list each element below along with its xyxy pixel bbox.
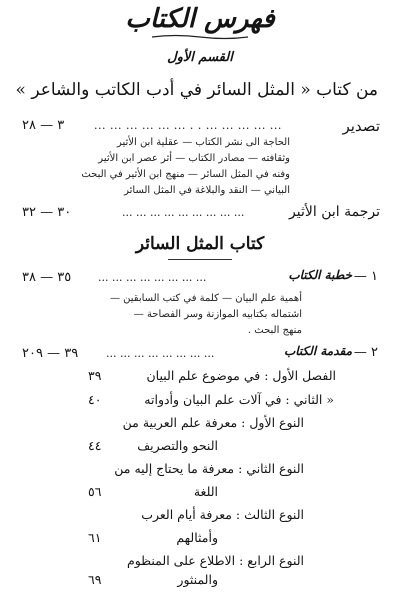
title-flourish-ornament [150, 34, 250, 40]
toc-line: اللغة [193, 484, 218, 499]
toc-page: ٤٠ [88, 392, 102, 407]
toc-line: النوع الثاني : معرفة ما يحتاج إليه من [114, 461, 304, 476]
entry-pages: ٣٩ — ٢٠٩ [22, 346, 79, 361]
intro-pages: ٣ — ٢٨ [22, 118, 65, 133]
toc-line: والمنثور [177, 572, 218, 587]
entry-title: خطبة الكتاب [288, 268, 352, 282]
section-heading: القسم الأول [167, 50, 233, 65]
toc-line: وأمثالهم [176, 530, 218, 545]
toc-line: النوع الأول : معرفة علم العربية من [122, 415, 304, 430]
book-line: من كتاب « المثل السائر في أدب الكاتب والشاعر » [15, 80, 378, 100]
intro-sub-line: الحاجة الى نشر الكتاب — عقلية ابن الأثير [116, 137, 290, 148]
intro-sub-line: وثقافته — مصادر الكتاب — أثر عصر ابن الأثير [98, 153, 290, 164]
toc-page: ٣٩ [88, 368, 102, 383]
toc-line: النوع الرابع : الاطلاع على المنظوم [126, 553, 304, 568]
biography-leader: ... ... ... ... ... ... ... ... ... [122, 206, 245, 219]
biography-pages: ٣٠ — ٣٢ [22, 205, 72, 220]
entry-number: ١ — [353, 269, 378, 284]
entry-number: ٢ — [353, 345, 378, 360]
book-title-rule [168, 259, 232, 260]
toc-line: النحو والتصريف [137, 438, 218, 453]
toc-page: ٤٤ [88, 438, 102, 453]
intro-leader: ... ... ... ... ... ... . . ... ... ... ... ... [94, 119, 282, 132]
page-title: فهرس الكتاب [125, 4, 275, 34]
entry-pages: ٣٥ — ٣٨ [22, 270, 72, 285]
entry-sub-line: اشتماله بكتابيه الموازنة وسر الفصاحة — [133, 309, 302, 320]
intro-sub-line: وفنه في المثل السائر — منهج ابن الأثير في البحث [81, 169, 290, 180]
biography-label: ترجمة ابن الأثير [289, 204, 380, 220]
entry-leader: ... ... ... ... ... ... ... ... [106, 347, 215, 360]
entry-sub-line: أهمية علم البيان — كلمة في كتب السابقين — [109, 293, 302, 304]
book-title: كتاب المثل السائر [135, 234, 265, 254]
toc-line: « الثاني : في آلات علم البيان وأدواته [144, 392, 334, 407]
toc-page: ٦١ [88, 530, 102, 545]
entry-leader: ... ... ... ... ... ... ... ... [98, 271, 207, 284]
toc-line: الفصل الأول : في موضوع علم البيان [146, 368, 336, 383]
entry-title: مقدمة الكتاب [283, 344, 352, 358]
entry-sub-line: منهج البحث . [247, 325, 302, 336]
toc-page: ٦٩ [88, 572, 102, 587]
intro-sub-line: البياني — النقد والبلاغة في المثل السائر [124, 185, 290, 196]
toc-page: ٥٦ [88, 484, 102, 499]
intro-label: تصدير [342, 117, 380, 135]
toc-line: النوع الثالث : معرفة أيام العرب [141, 507, 304, 522]
